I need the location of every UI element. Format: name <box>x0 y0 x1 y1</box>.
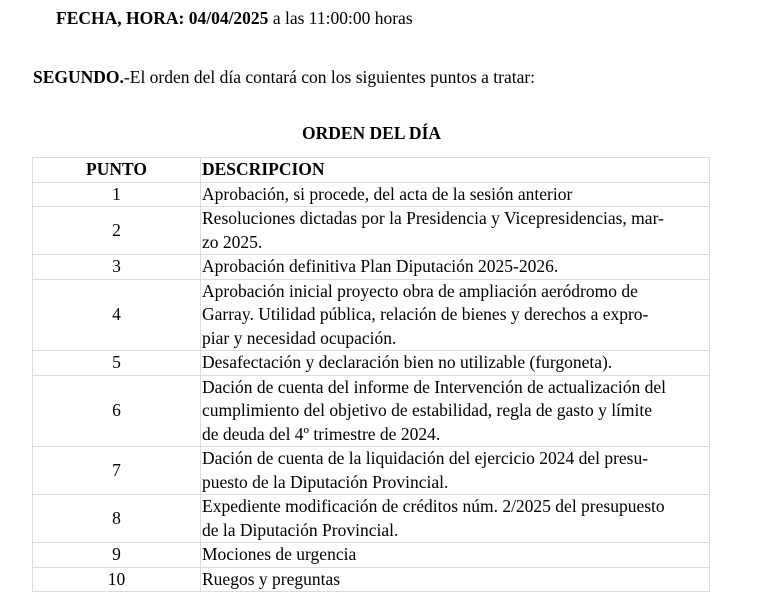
description-line: de la Diputación Provincial. <box>202 519 399 540</box>
punto-description <box>201 182 710 207</box>
segundo-label: SEGUNDO. <box>33 67 124 87</box>
segundo-paragraph <box>33 66 535 88</box>
punto-number: 1 <box>33 182 201 207</box>
punto-description <box>201 543 710 568</box>
punto-description <box>201 375 710 447</box>
orden-del-dia-title: ORDEN DEL DÍA <box>301 123 442 143</box>
description-line: Aprobación, si procede, del acta de la sesión anterior <box>202 183 573 204</box>
fecha-hora-line <box>56 7 413 29</box>
punto-number: 2 <box>33 207 201 255</box>
table-row <box>33 567 710 592</box>
description-line: puesto de la Diputación Provincial. <box>202 471 449 492</box>
description-line: cumplimiento del objetivo de estabilidad, regla de gasto y límite <box>202 400 653 420</box>
table-row <box>33 375 710 447</box>
punto-number: 10 <box>33 567 201 592</box>
description-line: Dación de cuenta de la liquidación del ejercicio 2024 del presu- <box>202 448 649 468</box>
table-row <box>33 279 710 351</box>
description-line: Resoluciones dictadas por la Presidencia y Vicepresidencias, mar- <box>202 208 664 228</box>
punto-number: 6 <box>33 375 201 447</box>
punto-number: 9 <box>33 543 201 568</box>
table-row <box>33 543 710 568</box>
punto-description <box>201 567 710 592</box>
fecha-value: 04/04/2025 <box>188 8 269 28</box>
table-row <box>33 182 710 207</box>
agenda-body <box>33 182 710 592</box>
punto-number: 8 <box>33 495 201 543</box>
punto-description <box>201 447 710 495</box>
table-row <box>33 447 710 495</box>
description-line: Aprobación definitiva Plan Diputación 2025-2026. <box>202 256 559 276</box>
description-line: Desafectación y declaración bien no utilizable (furgoneta). <box>202 352 613 372</box>
punto-description <box>201 351 710 376</box>
punto-number: 3 <box>33 255 201 280</box>
punto-description <box>201 207 710 255</box>
punto-number: 4 <box>33 279 201 351</box>
punto-description <box>201 279 710 351</box>
description-line: de deuda del 4º trimestre de 2024. <box>202 423 441 444</box>
description-line: piar y necesidad ocupación. <box>202 327 397 348</box>
description-line: Garray. Utilidad pública, relación de bienes y derechos a expro- <box>202 304 649 324</box>
table-header-row <box>33 158 710 183</box>
table-row <box>33 351 710 376</box>
description-line: Aprobación inicial proyecto obra de ampliación aeródromo de <box>202 280 638 301</box>
description-line: Mociones de urgencia <box>202 544 357 564</box>
hora-text: a las 11:00:00 horas <box>272 8 413 28</box>
punto-description <box>201 255 710 280</box>
punto-number: 7 <box>33 447 201 495</box>
punto-number: 5 <box>33 351 201 376</box>
description-line: Expediente modificación de créditos núm. 2/2025 del presupuesto <box>202 496 665 516</box>
table-row <box>33 207 710 255</box>
table-row <box>33 255 710 280</box>
column-header-punto: PUNTO <box>33 158 201 183</box>
agenda-table <box>32 157 710 592</box>
description-line: Dación de cuenta del informe de Intervención de actualización del <box>202 376 667 397</box>
description-line: Ruegos y preguntas <box>202 568 341 589</box>
fecha-hora-label: FECHA, HORA: <box>56 8 185 28</box>
table-row <box>33 495 710 543</box>
segundo-text: -El orden del día contará con los siguientes puntos a tratar: <box>123 67 536 87</box>
punto-description <box>201 495 710 543</box>
description-line: zo 2025. <box>202 231 263 252</box>
column-header-descripcion: DESCRIPCION <box>201 158 710 183</box>
